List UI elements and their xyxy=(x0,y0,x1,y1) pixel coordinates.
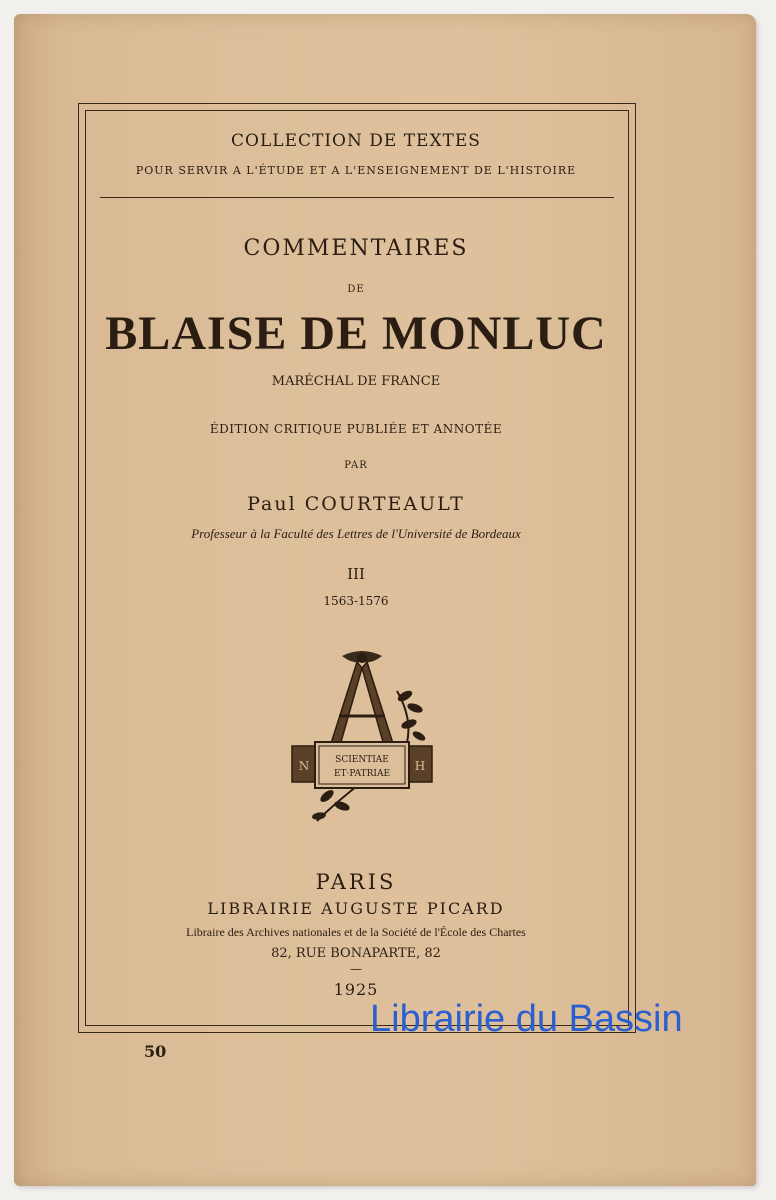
volume-years: 1563-1576 xyxy=(323,594,389,608)
author-name: Paul COURTEAULT xyxy=(247,493,465,515)
publisher-address: 82, RUE BONAPARTE, 82 xyxy=(271,946,441,961)
series-line: POUR SERVIR A L'ÉTUDE ET A L'ENSEIGNEMENT DE L'HISTOIRE xyxy=(135,164,577,177)
title-pre: COMMENTAIRES xyxy=(243,236,469,261)
title-de: DE xyxy=(347,284,365,295)
publisher-name: LIBRAIRIE AUGUSTE PICARD xyxy=(207,899,505,918)
seller-watermark: Librairie du Bassin xyxy=(370,998,683,1040)
stamp-number: 50 xyxy=(144,1042,167,1061)
emblem-motto-2: ET·PATRIAE xyxy=(333,769,391,779)
emblem-letter-right: H xyxy=(414,759,426,773)
publisher-emblem xyxy=(287,646,437,826)
edition-line: ÉDITION CRITIQUE PUBLIÉE ET ANNOTÉE xyxy=(209,422,503,436)
collection-title: COLLECTION DE TEXTES xyxy=(231,131,481,151)
publication-year: 1925 xyxy=(333,980,379,999)
emblem-motto-1: SCIENTIAE xyxy=(335,755,389,765)
header-rule xyxy=(100,197,614,198)
publisher-description: Libraire des Archives nationales et de la Société de l'École des Chartes xyxy=(186,925,526,939)
separator-dash: — xyxy=(350,962,362,976)
volume-number: III xyxy=(347,565,365,583)
author-title: Professeur à la Faculté des Lettres de l'Université de Bordeaux xyxy=(191,526,521,541)
subtitle: MARÉCHAL DE FRANCE xyxy=(271,374,441,389)
publisher-city: PARIS xyxy=(315,870,397,894)
par-line: PAR xyxy=(344,460,368,471)
emblem-letter-left: N xyxy=(298,759,310,773)
book-title: BLAISE DE MONLUC xyxy=(105,307,607,360)
